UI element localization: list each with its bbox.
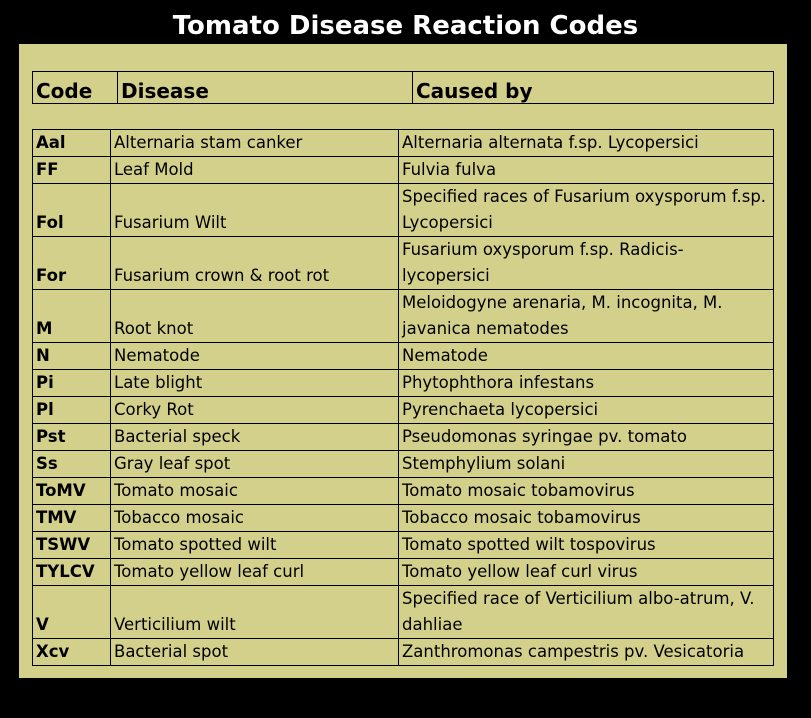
code-cell: Pst <box>33 424 111 451</box>
disease-cell: Fusarium crown & root rot <box>111 237 399 290</box>
code-cell: Ss <box>33 451 111 478</box>
caused-by-cell: Specified race of Verticilium albo-atrum, V. dahliae <box>399 586 774 639</box>
disease-cell: Corky Rot <box>111 397 399 424</box>
caused-by-cell: Alternaria alternata f.sp. Lycopersici <box>399 130 774 157</box>
header-disease: Disease <box>118 72 413 104</box>
caused-by-cell: Pyrenchaeta lycopersici <box>399 397 774 424</box>
disease-cell: Late blight <box>111 370 399 397</box>
caused-by-cell: Stemphylium solani <box>399 451 774 478</box>
header-caused-by: Caused by <box>413 72 774 104</box>
table-row <box>33 370 774 397</box>
code-cell: ToMV <box>33 478 111 505</box>
table-row <box>33 397 774 424</box>
disease-cell: Gray leaf spot <box>111 451 399 478</box>
disease-table <box>32 129 774 666</box>
caused-by-cell: Tomato yellow leaf curl virus <box>399 559 774 586</box>
table-row <box>33 290 774 343</box>
code-cell: Fol <box>33 184 111 237</box>
disease-cell: Leaf Mold <box>111 157 399 184</box>
table-row <box>33 157 774 184</box>
table-row <box>33 184 774 237</box>
caused-by-cell: Specified races of Fusarium oxysporum f.sp. Lycopersici <box>399 184 774 237</box>
caused-by-cell: Fulvia fulva <box>399 157 774 184</box>
disease-cell: Bacterial spot <box>111 639 399 666</box>
table-row <box>33 451 774 478</box>
table-row <box>33 343 774 370</box>
table-panel <box>19 44 787 678</box>
code-cell: For <box>33 237 111 290</box>
disease-cell: Tomato mosaic <box>111 478 399 505</box>
disease-cell: Tomato yellow leaf curl <box>111 559 399 586</box>
code-cell: Pl <box>33 397 111 424</box>
code-cell: TSWV <box>33 532 111 559</box>
code-cell: V <box>33 586 111 639</box>
header-table <box>32 71 774 104</box>
caused-by-cell: Zanthromonas campestris pv. Vesicatoria <box>399 639 774 666</box>
code-cell: Xcv <box>33 639 111 666</box>
header-code: Code <box>33 72 118 104</box>
caused-by-cell: Nematode <box>399 343 774 370</box>
table-row <box>33 237 774 290</box>
page-title: Tomato Disease Reaction Codes <box>172 11 639 41</box>
caused-by-cell: Pseudomonas syringae pv. tomato <box>399 424 774 451</box>
code-cell: N <box>33 343 111 370</box>
code-cell: FF <box>33 157 111 184</box>
table-row <box>33 505 774 532</box>
disease-cell: Alternaria stam canker <box>111 130 399 157</box>
caused-by-cell: Tobacco mosaic tobamovirus <box>399 505 774 532</box>
table-row <box>33 639 774 666</box>
table-row <box>33 559 774 586</box>
table-row <box>33 424 774 451</box>
table-row <box>33 130 774 157</box>
disease-cell: Fusarium Wilt <box>111 184 399 237</box>
disease-cell: Tomato spotted wilt <box>111 532 399 559</box>
disease-cell: Verticilium wilt <box>111 586 399 639</box>
caused-by-cell: Tomato mosaic tobamovirus <box>399 478 774 505</box>
disease-cell: Tobacco mosaic <box>111 505 399 532</box>
code-cell: Aal <box>33 130 111 157</box>
disease-cell: Root knot <box>111 290 399 343</box>
code-cell: TMV <box>33 505 111 532</box>
disease-cell: Bacterial speck <box>111 424 399 451</box>
caused-by-cell: Tomato spotted wilt tospovirus <box>399 532 774 559</box>
caused-by-cell: Meloidogyne arenaria, M. incognita, M. javanica nematodes <box>399 290 774 343</box>
disease-cell: Nematode <box>111 343 399 370</box>
table-row <box>33 478 774 505</box>
code-cell: M <box>33 290 111 343</box>
table-row <box>33 532 774 559</box>
code-cell: TYLCV <box>33 559 111 586</box>
caused-by-cell: Phytophthora infestans <box>399 370 774 397</box>
header-row <box>33 72 774 104</box>
caused-by-cell: Fusarium oxysporum f.sp. Radicis-lycopersici <box>399 237 774 290</box>
table-row <box>33 586 774 639</box>
code-cell: Pi <box>33 370 111 397</box>
